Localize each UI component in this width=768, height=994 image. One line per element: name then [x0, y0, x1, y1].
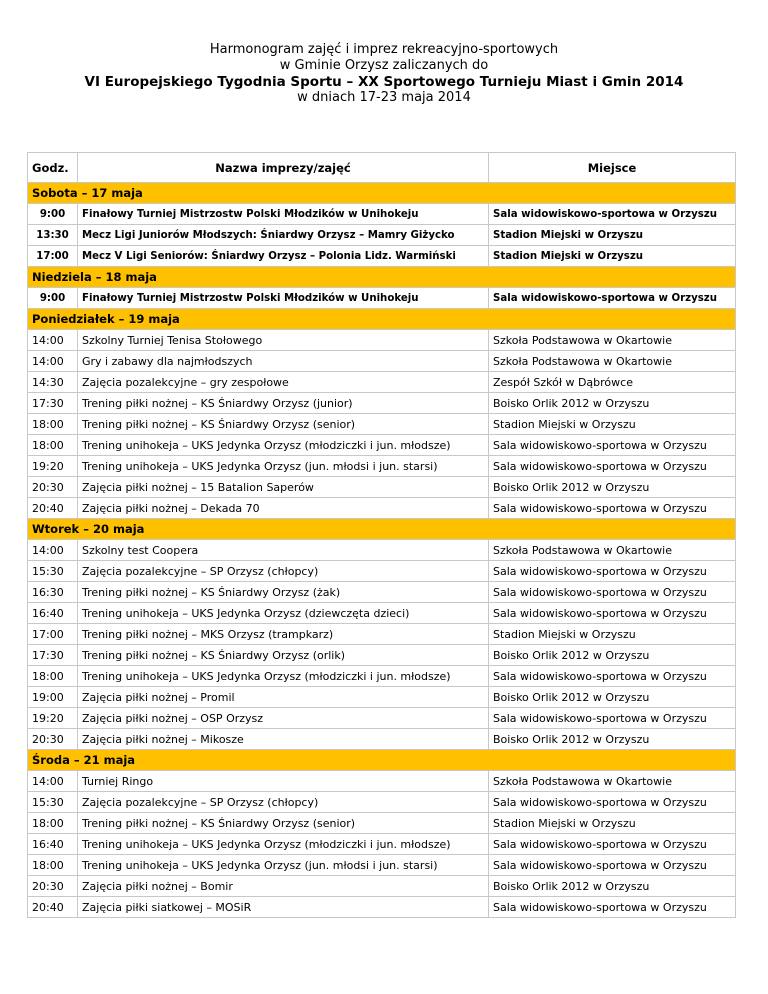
cell-event: Zajęcia pozalekcyjne – SP Orzysz (chłopcy) — [78, 561, 489, 582]
table-row — [28, 624, 736, 645]
day-title: Sobota – 17 maja — [28, 183, 736, 204]
cell-time: 9:00 — [28, 204, 78, 225]
cell-place: Sala widowiskowo-sportowa w Orzyszu — [489, 204, 736, 225]
day-header-row — [28, 309, 736, 330]
cell-place: Stadion Miejski w Orzyszu — [489, 246, 736, 267]
table-row — [28, 771, 736, 792]
cell-event: Szkolny Turniej Tenisa Stołowego — [78, 330, 489, 351]
day-header-row — [28, 519, 736, 540]
table-row — [28, 708, 736, 729]
cell-time: 19:00 — [28, 687, 78, 708]
header-dates: w dniach 17-23 maja 2014 — [297, 90, 471, 105]
cell-time: 17:00 — [28, 246, 78, 267]
cell-event: Zajęcia piłki nożnej – 15 Batalion Saperów — [78, 477, 489, 498]
cell-event: Trening piłki nożnej – KS Śniardwy Orzysz (orlik) — [78, 645, 489, 666]
cell-time: 17:00 — [28, 624, 78, 645]
table-row — [28, 729, 736, 750]
cell-place: Sala widowiskowo-sportowa w Orzyszu — [489, 792, 736, 813]
cell-place: Boisko Orlik 2012 w Orzyszu — [489, 687, 736, 708]
cell-event: Trening unihokeja – UKS Jedynka Orzysz (jun. młodsi i jun. starsi) — [78, 456, 489, 477]
table-row — [28, 792, 736, 813]
cell-place: Sala widowiskowo-sportowa w Orzyszu — [489, 561, 736, 582]
cell-event: Zajęcia piłki nożnej – Promil — [78, 687, 489, 708]
cell-time: 16:40 — [28, 603, 78, 624]
cell-place: Stadion Miejski w Orzyszu — [489, 225, 736, 246]
cell-place: Szkoła Podstawowa w Okartowie — [489, 330, 736, 351]
cell-time: 17:30 — [28, 645, 78, 666]
table-row — [28, 645, 736, 666]
table-row — [28, 498, 736, 519]
cell-place: Sala widowiskowo-sportowa w Orzyszu — [489, 855, 736, 876]
table-row — [28, 561, 736, 582]
cell-place: Sala widowiskowo-sportowa w Orzyszu — [489, 435, 736, 456]
cell-place: Stadion Miejski w Orzyszu — [489, 813, 736, 834]
col-header-place: Miejsce — [489, 153, 736, 183]
cell-event: Trening piłki nożnej – KS Śniardwy Orzysz (żak) — [78, 582, 489, 603]
cell-time: 14:00 — [28, 771, 78, 792]
cell-event: Trening piłki nożnej – MKS Orzysz (trampkarz) — [78, 624, 489, 645]
table-row — [28, 330, 736, 351]
cell-time: 18:00 — [28, 813, 78, 834]
cell-time: 17:30 — [28, 393, 78, 414]
cell-time: 19:20 — [28, 456, 78, 477]
cell-place: Sala widowiskowo-sportowa w Orzyszu — [489, 288, 736, 309]
cell-event: Trening unihokeja – UKS Jedynka Orzysz (młodziczki i jun. młodsze) — [78, 834, 489, 855]
table-row — [28, 813, 736, 834]
cell-event: Finałowy Turniej Mistrzostw Polski Młodzików w Unihokeju — [78, 204, 489, 225]
table-row — [28, 225, 736, 246]
cell-event: Zajęcia piłki siatkowej – MOSiR — [78, 897, 489, 918]
cell-time: 14:00 — [28, 540, 78, 561]
cell-event: Zajęcia pozalekcyjne – SP Orzysz (chłopcy) — [78, 792, 489, 813]
cell-event: Trening piłki nożnej – KS Śniardwy Orzysz (senior) — [78, 414, 489, 435]
table-row — [28, 246, 736, 267]
cell-time: 14:00 — [28, 330, 78, 351]
cell-place: Boisko Orlik 2012 w Orzyszu — [489, 645, 736, 666]
cell-event: Zajęcia piłki nożnej – Dekada 70 — [78, 498, 489, 519]
table-row — [28, 204, 736, 225]
cell-event: Zajęcia piłki nożnej – Mikosze — [78, 729, 489, 750]
table-row — [28, 666, 736, 687]
cell-time: 9:00 — [28, 288, 78, 309]
cell-time: 15:30 — [28, 561, 78, 582]
cell-time: 18:00 — [28, 435, 78, 456]
col-header-time: Godz. — [28, 153, 78, 183]
table-row — [28, 540, 736, 561]
cell-time: 16:40 — [28, 834, 78, 855]
table-row — [28, 687, 736, 708]
cell-place: Boisko Orlik 2012 w Orzyszu — [489, 729, 736, 750]
day-header-row — [28, 750, 736, 771]
cell-event: Zajęcia piłki nożnej – Bomir — [78, 876, 489, 897]
table-row — [28, 876, 736, 897]
cell-place: Sala widowiskowo-sportowa w Orzyszu — [489, 603, 736, 624]
cell-place: Sala widowiskowo-sportowa w Orzyszu — [489, 897, 736, 918]
document-header — [0, 0, 768, 106]
table-row — [28, 582, 736, 603]
cell-place: Boisko Orlik 2012 w Orzyszu — [489, 393, 736, 414]
cell-place: Szkoła Podstawowa w Okartowie — [489, 351, 736, 372]
table-row — [28, 393, 736, 414]
cell-time: 15:30 — [28, 792, 78, 813]
header-title: VI Europejskiego Tygodnia Sportu – XX Sportowego Turnieju Miast i Gmin 2014 — [84, 74, 684, 90]
cell-event: Zajęcia piłki nożnej – OSP Orzysz — [78, 708, 489, 729]
cell-event: Turniej Ringo — [78, 771, 489, 792]
cell-event: Szkolny test Coopera — [78, 540, 489, 561]
cell-time: 16:30 — [28, 582, 78, 603]
table-row — [28, 435, 736, 456]
cell-place: Szkoła Podstawowa w Okartowie — [489, 771, 736, 792]
day-header-row — [28, 183, 736, 204]
cell-event: Trening unihokeja – UKS Jedynka Orzysz (jun. młodsi i jun. starsi) — [78, 855, 489, 876]
cell-event: Trening unihokeja – UKS Jedynka Orzysz (dziewczęta dzieci) — [78, 603, 489, 624]
cell-time: 20:40 — [28, 498, 78, 519]
cell-time: 14:00 — [28, 351, 78, 372]
table-row — [28, 456, 736, 477]
cell-place: Stadion Miejski w Orzyszu — [489, 624, 736, 645]
table-row — [28, 288, 736, 309]
day-title: Środa – 21 maja — [28, 750, 736, 771]
day-title: Wtorek – 20 maja — [28, 519, 736, 540]
cell-time: 14:30 — [28, 372, 78, 393]
table-row — [28, 834, 736, 855]
cell-time: 20:30 — [28, 477, 78, 498]
cell-place: Stadion Miejski w Orzyszu — [489, 414, 736, 435]
cell-place: Sala widowiskowo-sportowa w Orzyszu — [489, 456, 736, 477]
table-row — [28, 897, 736, 918]
cell-place: Szkoła Podstawowa w Okartowie — [489, 540, 736, 561]
cell-event: Trening unihokeja – UKS Jedynka Orzysz (młodziczki i jun. młodsze) — [78, 435, 489, 456]
table-row — [28, 603, 736, 624]
cell-time: 20:30 — [28, 876, 78, 897]
cell-event: Gry i zabawy dla najmłodszych — [78, 351, 489, 372]
cell-place: Boisko Orlik 2012 w Orzyszu — [489, 876, 736, 897]
table-row — [28, 414, 736, 435]
table-row — [28, 855, 736, 876]
table-row — [28, 372, 736, 393]
cell-place: Sala widowiskowo-sportowa w Orzyszu — [489, 834, 736, 855]
day-title: Poniedziałek – 19 maja — [28, 309, 736, 330]
table-row — [28, 351, 736, 372]
cell-time: 18:00 — [28, 414, 78, 435]
cell-event: Mecz V Ligi Seniorów: Śniardwy Orzysz – Polonia Lidz. Warmiński — [78, 246, 489, 267]
cell-place: Sala widowiskowo-sportowa w Orzyszu — [489, 498, 736, 519]
cell-place: Boisko Orlik 2012 w Orzyszu — [489, 477, 736, 498]
cell-time: 18:00 — [28, 666, 78, 687]
day-title: Niedziela – 18 maja — [28, 267, 736, 288]
cell-event: Trening piłki nożnej – KS Śniardwy Orzysz (junior) — [78, 393, 489, 414]
table-header-row — [28, 153, 736, 183]
header-line-1: Harmonogram zajęć i imprez rekreacyjno-sportowych — [209, 42, 559, 57]
cell-place: Sala widowiskowo-sportowa w Orzyszu — [489, 582, 736, 603]
table-row — [28, 477, 736, 498]
day-header-row — [28, 267, 736, 288]
cell-event: Trening unihokeja – UKS Jedynka Orzysz (młodziczki i jun. młodsze) — [78, 666, 489, 687]
cell-time: 20:30 — [28, 729, 78, 750]
cell-place: Sala widowiskowo-sportowa w Orzyszu — [489, 708, 736, 729]
cell-time: 18:00 — [28, 855, 78, 876]
schedule-table — [27, 152, 736, 918]
cell-place: Sala widowiskowo-sportowa w Orzyszu — [489, 666, 736, 687]
col-header-event: Nazwa imprezy/zajęć — [78, 153, 489, 183]
cell-event: Zajęcia pozalekcyjne – gry zespołowe — [78, 372, 489, 393]
cell-place: Zespół Szkół w Dąbrówce — [489, 372, 736, 393]
cell-event: Trening piłki nożnej – KS Śniardwy Orzysz (senior) — [78, 813, 489, 834]
cell-event: Finałowy Turniej Mistrzostw Polski Młodzików w Unihokeju — [78, 288, 489, 309]
cell-time: 13:30 — [28, 225, 78, 246]
cell-time: 20:40 — [28, 897, 78, 918]
header-line-2: w Gminie Orzysz zaliczanych do — [279, 58, 489, 73]
cell-time: 19:20 — [28, 708, 78, 729]
cell-event: Mecz Ligi Juniorów Młodszych: Śniardwy Orzysz – Mamry Giżycko — [78, 225, 489, 246]
